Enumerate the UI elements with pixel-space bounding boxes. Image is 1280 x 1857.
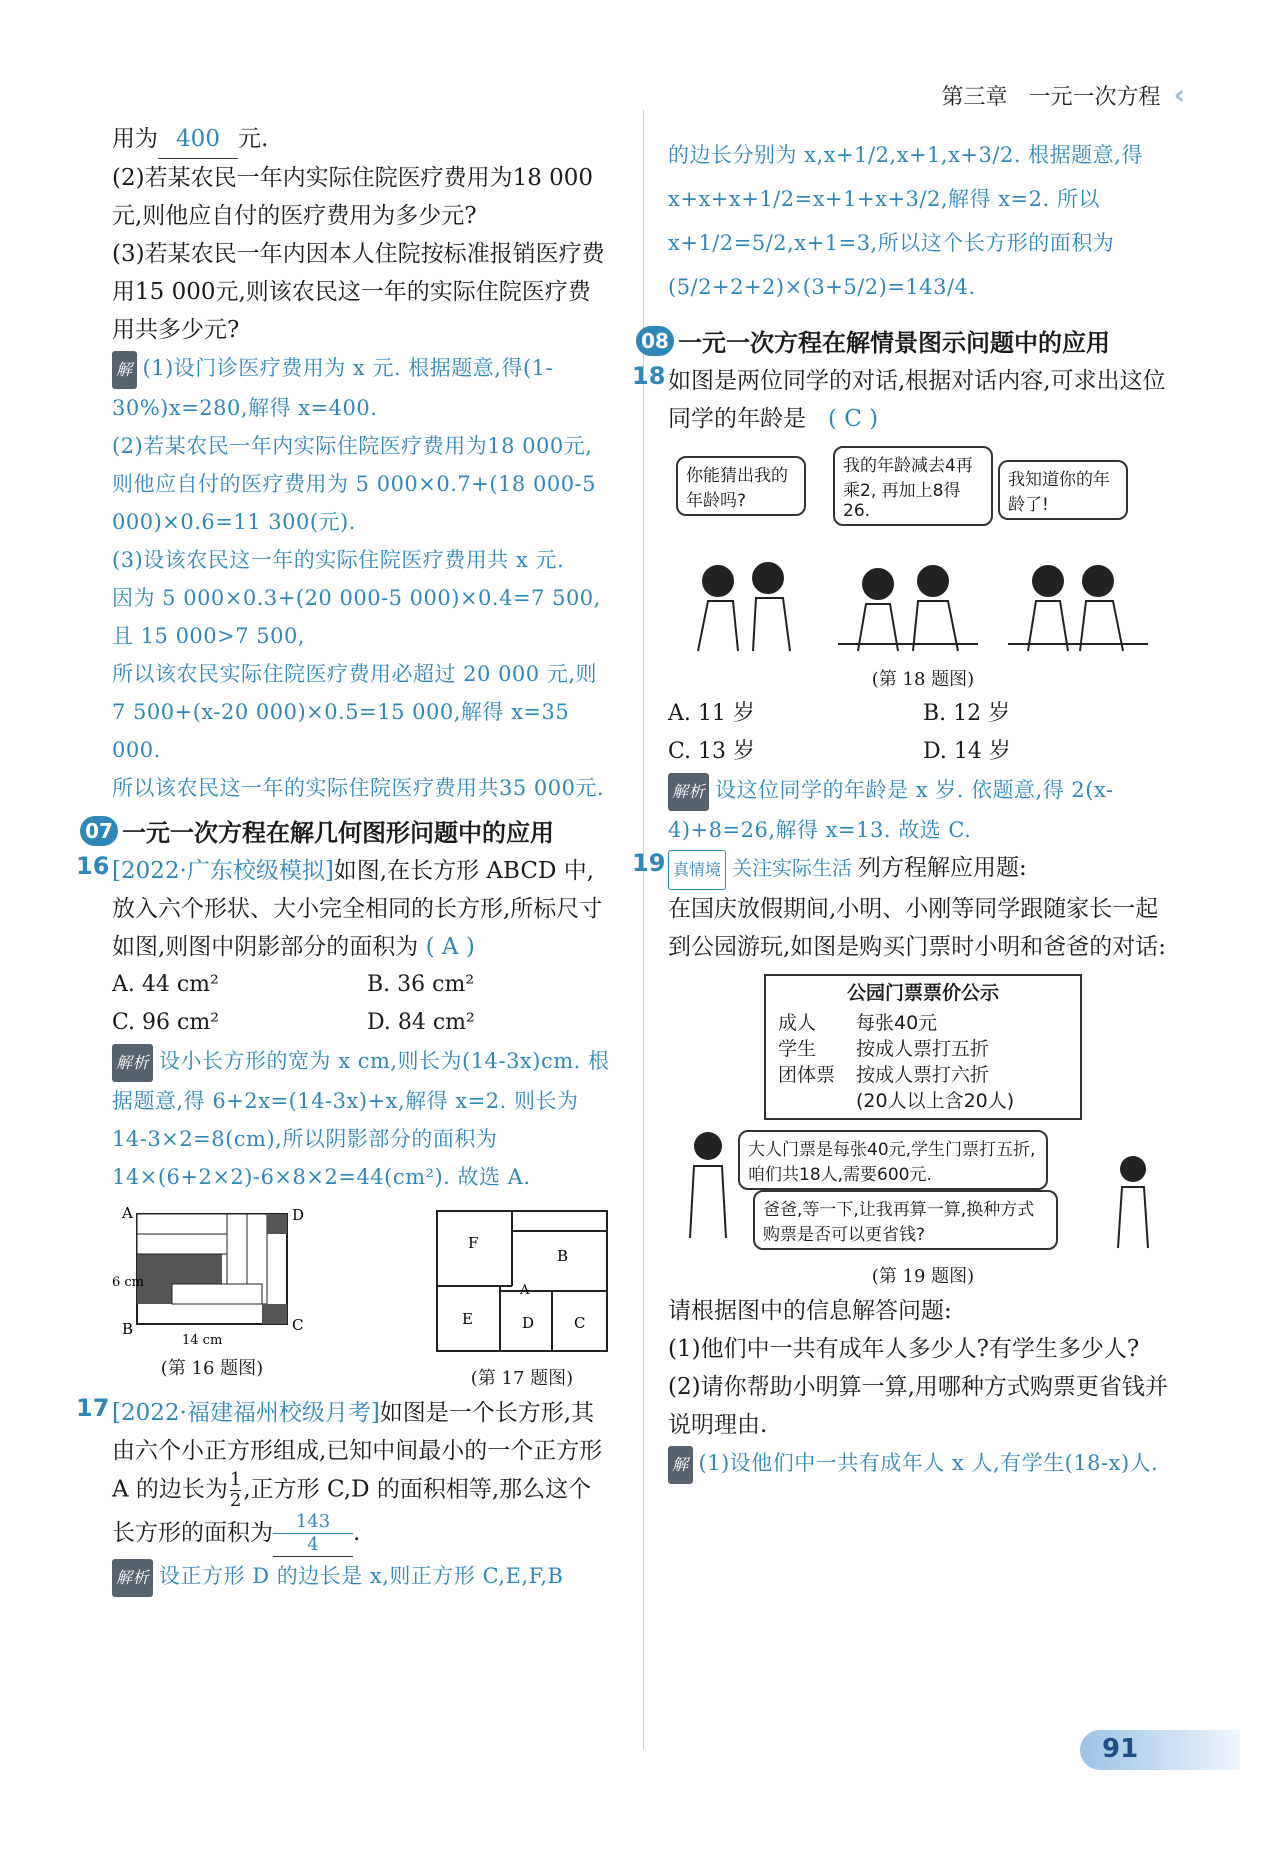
question-text: 在国庆放假期间,小明、小刚等同学跟随家长一起到公园游玩,如图是购买门票时小明和爸爸的对话: xyxy=(668,896,1167,960)
question-source: [2022·福建福州校级月考] xyxy=(112,1400,380,1426)
question-ask: 请根据图中的信息解答问题: xyxy=(668,1298,952,1324)
solution-3b: 因为 5 000×0.3+(20 000-5 000)×0.4=7 500,且 15 000>7 500, xyxy=(112,586,601,648)
question-number: 17 xyxy=(76,1394,110,1422)
figures-16-17 xyxy=(112,1206,612,1394)
ticket-type: 学生 xyxy=(778,1038,817,1060)
option-d: D. 14 岁 xyxy=(923,739,1011,764)
option-c: C. 13 岁 xyxy=(668,739,756,764)
square-d: D xyxy=(522,1314,535,1332)
solution-3d: 所以该农民这一年的实际住院医疗费用共35 000元. xyxy=(112,776,605,800)
vertex-d: D xyxy=(292,1206,305,1224)
question-number: 16 xyxy=(76,852,110,880)
solution-tag: 解 xyxy=(668,1446,693,1484)
question-2: (2)若某农民一年内实际住院医疗费用为18 000元,则他应自付的医疗费用为多少元? xyxy=(112,165,594,229)
question-number: 18 xyxy=(632,362,666,390)
section-title: 一元一次方程在解情景图示问题中的应用 xyxy=(678,329,1110,357)
square-a: A xyxy=(520,1283,530,1298)
speech-bubble-1: 你能猜出我的年龄吗? xyxy=(676,456,806,516)
ticket-type: 成人 xyxy=(778,1012,817,1034)
question-text xyxy=(112,852,612,966)
page-number: 91 xyxy=(1102,1734,1139,1764)
analysis-tag: 解析 xyxy=(112,1044,153,1082)
analysis-tag: 解析 xyxy=(668,773,709,811)
ticket-row xyxy=(778,1088,1068,1114)
answer-blank: 400 xyxy=(158,120,238,159)
width-label: 14 cm xyxy=(182,1333,223,1346)
option-c: C. 96 cm² xyxy=(112,1010,220,1035)
square-b: B xyxy=(557,1247,569,1265)
ticket-price: 每张40元 xyxy=(856,1012,938,1034)
options xyxy=(112,966,612,1042)
ticket-type xyxy=(778,1088,856,1114)
solution-2: (2)若某农民一年内实际住院医疗费用为18 000元,则他应自付的医疗费用为 5 000×0.7+(18 000-5 000)×0.6=11 300(元). xyxy=(112,434,597,534)
option-d: D. 84 cm² xyxy=(367,1010,475,1035)
ticket-type: 团体票 xyxy=(778,1064,836,1086)
analysis-text: 设正方形 D 的边长是 x,则正方形 C,E,F,B xyxy=(159,1564,564,1588)
solution-text: (1)设他们中一共有成年人 x 人,有学生(18-x)人. xyxy=(698,1451,1159,1475)
question-intro xyxy=(668,849,1178,890)
ticket-price: (20人以上含20人) xyxy=(856,1090,1015,1112)
question-text xyxy=(668,362,1178,438)
figure-19-caption: (第 19 题图) xyxy=(871,1266,975,1287)
solution-3a: (3)设该农民这一年的实际住院医疗费用共 x 元. xyxy=(112,548,565,572)
figure-17-caption: (第 17 题图) xyxy=(470,1368,574,1389)
continued-line xyxy=(112,120,612,159)
figure-17-drawing xyxy=(432,1206,612,1356)
option-a: A. 44 cm² xyxy=(112,972,219,997)
figure-17 xyxy=(432,1206,612,1394)
question-body: 如图,在长方形 ABCD 中,放入六个形状、大小完全相同的长方形,所标尺寸如图,则图中阴影部分的面积为 xyxy=(112,858,603,960)
option-b: B. 12 岁 xyxy=(923,701,1011,726)
page-number-badge xyxy=(1080,1730,1240,1770)
fraction xyxy=(230,1470,241,1511)
ticket-price-board xyxy=(764,974,1082,1120)
answer-choice: ( C ) xyxy=(827,406,879,432)
question-text: [2022·福建福州校级月考]如图是一个长方形,其由六个小正方形组成,已知中间最小的一个正方形 A 的边长为 $\frac{1}{2}$ ,正方形 C,D 的面积相等,那么这个长方形的面积为 $\frac{143}{4}$ . xyxy=(112,1400,603,1555)
figure-19 xyxy=(668,1128,1178,1258)
right-column xyxy=(632,133,1178,1484)
ticket-row xyxy=(778,1036,1068,1062)
ticket-board-title: 公园门票票价公示 xyxy=(846,982,999,1004)
vertex-a: A xyxy=(122,1206,133,1222)
analysis-tag: 解析 xyxy=(112,1559,153,1597)
height-label: 6 cm xyxy=(112,1275,145,1290)
chapter-number: 第三章 xyxy=(941,85,1008,110)
solution-text: (1)设门诊医疗费用为 x 元. 根据题意,得(1-30%)x=280,解得 x=400. xyxy=(112,356,554,420)
solution-tag: 解 xyxy=(112,351,137,389)
figure-16 xyxy=(112,1206,312,1394)
analysis xyxy=(112,1557,612,1597)
analysis-continued: 的边长分别为 x,x+1/2,x+1,x+3/2. 根据题意,得 x+x+x+1/2=x+1+x+3/2,解得 x=2. 所以 x+1/2=5/2,x+1=3,所以这个长方形的面积为(5/2+2+2)×(3+5/2)=143/4. xyxy=(668,143,1143,299)
analysis xyxy=(112,1042,612,1196)
question-body: 如图是两位同学的对话,根据对话内容,可求出这位同学的年龄是 xyxy=(668,368,1166,432)
section-number: 08 xyxy=(636,326,674,356)
section-number: 07 xyxy=(80,816,118,846)
speech-bubble-3: 我知道你的年龄了! xyxy=(998,460,1128,520)
numerator: 1 xyxy=(229,1469,242,1490)
context-tag: 关注实际生活 xyxy=(732,856,853,880)
ticket-row xyxy=(778,1062,1068,1088)
square-e: E xyxy=(462,1310,473,1328)
ticket-row xyxy=(778,1010,1068,1036)
students-illustration xyxy=(668,556,1168,656)
denominator: 4 xyxy=(307,1534,319,1555)
kid-illustration xyxy=(1108,1153,1158,1253)
vertex-b: B xyxy=(122,1320,134,1338)
speech-bubble-2: 我的年龄减去4再乘2, 再加上8得26. xyxy=(833,446,993,526)
vertex-c: C xyxy=(292,1316,304,1334)
solution-3c: 所以该农民实际住院医疗费用必超过 20 000 元,则 7 500+(x-20 000)×0.5=15 000,解得 x=35 000. xyxy=(112,662,598,762)
answer-blank xyxy=(273,1511,353,1557)
text: 元. xyxy=(238,126,269,152)
solution xyxy=(668,1444,1178,1484)
figure-16-drawing xyxy=(112,1206,312,1346)
real-context-tag: 真情境 xyxy=(668,850,726,890)
question-number: 19 xyxy=(632,849,666,877)
solution-1 xyxy=(112,349,612,427)
father-speech: 大人门票是每张40元,学生门票打五折,咱们共18人,需要600元. xyxy=(738,1130,1048,1190)
option-a: A. 11 岁 xyxy=(668,701,755,726)
question-source: [2022·广东校级模拟] xyxy=(112,858,334,884)
kid-speech: 爸爸,等一下,让我再算一算,换种方式购票是否可以更省钱? xyxy=(753,1190,1058,1250)
figure-16-caption: (第 16 题图) xyxy=(160,1358,264,1379)
chevron-left-icon: ‹ xyxy=(1173,78,1185,111)
section-title: 一元一次方程在解几何图形问题中的应用 xyxy=(122,819,554,847)
square-f: F xyxy=(468,1234,479,1252)
question-intro-text: 列方程解应用题: xyxy=(858,855,1027,881)
ticket-price: 按成人票打五折 xyxy=(856,1038,990,1060)
answer-choice: ( A ) xyxy=(425,934,475,960)
analysis-text: 设小长方形的宽为 x cm,则长为(14-3x)cm. 根据题意,得 6+2x=(14-3x)+x,解得 x=2. 则长为 14-3×2=8(cm),所以阴影部分的面积为 14×(6+2×2)-6×8×2=44(cm²). 故选 A. xyxy=(112,1049,610,1189)
question-19-1: (1)他们中一共有成年人多少人?有学生多少人? xyxy=(668,1336,1140,1362)
figure-18-caption: (第 18 题图) xyxy=(871,669,975,690)
numerator: 143 xyxy=(273,1511,353,1534)
question-3: (3)若某农民一年内因本人住院按标准报销医疗费用15 000元,则该农民这一年的实际住院医疗费用共多少元? xyxy=(112,241,605,343)
left-column xyxy=(76,120,612,1597)
question-body-2: ,正方形 C,D 的面积相等,那么这个长方形的面积为 xyxy=(112,1476,592,1546)
question-17 xyxy=(76,1394,612,1597)
question-16 xyxy=(76,852,612,1196)
ticket-price: 按成人票打六折 xyxy=(856,1064,990,1086)
analysis xyxy=(668,771,1178,849)
section-08-heading xyxy=(636,323,1178,358)
analysis-text: 设这位同学的年龄是 x 岁. 依题意,得 2(x-4)+8=26,解得 x=13. 故选 C. xyxy=(668,778,1114,842)
section-07-heading xyxy=(80,813,612,848)
figure-18 xyxy=(668,446,1178,661)
question-body: 如图是一个长方形,其由六个小正方形组成,已知中间最小的一个正方形 A 的边长为 xyxy=(112,1400,603,1503)
text: 用为 xyxy=(112,126,158,152)
square-c: C xyxy=(574,1314,586,1332)
chapter-header xyxy=(941,78,1185,111)
question-19-2: (2)请你帮助小明算一算,用哪种方式购票更省钱并说明理由. xyxy=(668,1374,1168,1438)
question-18 xyxy=(632,362,1178,849)
denominator: 2 xyxy=(229,1490,242,1511)
question-19 xyxy=(632,849,1178,1484)
option-b: B. 36 cm² xyxy=(367,972,475,997)
chapter-title: 一元一次方程 xyxy=(1028,85,1161,110)
father-illustration xyxy=(678,1128,738,1248)
options xyxy=(668,695,1178,771)
